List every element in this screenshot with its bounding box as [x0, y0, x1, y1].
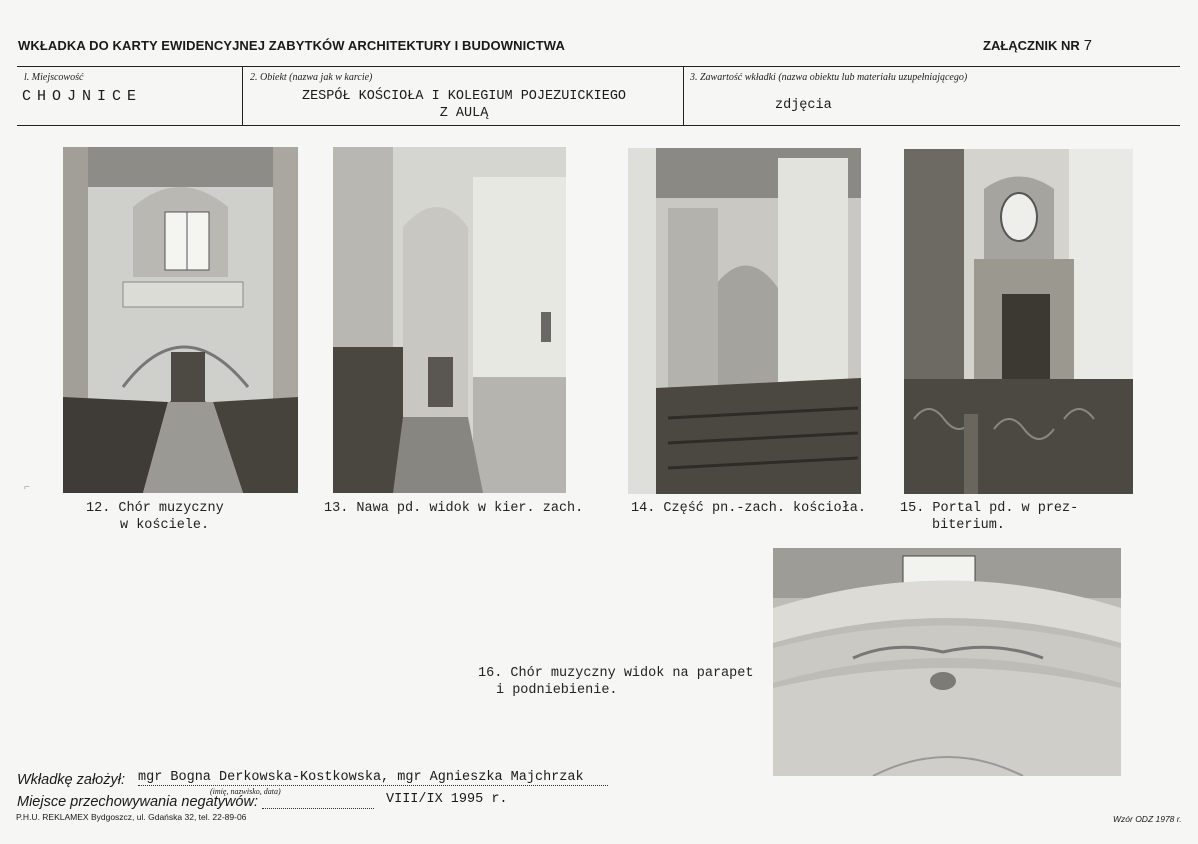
caption-15 [900, 500, 1078, 534]
caption-12 [86, 500, 224, 534]
field-value-locality: CHOJNICE [22, 88, 143, 105]
form-divider [683, 66, 684, 125]
caption-15-line-2: biterium. [932, 518, 1005, 533]
date-value: VIII/IX 1995 r. [386, 792, 508, 807]
founder-hint: (imię, nazwisko, data) [210, 787, 281, 796]
form-divider [242, 66, 243, 125]
caption-14-line-1: 14. Część pn.-zach. kościoła. [631, 501, 866, 516]
caption-13 [324, 500, 583, 517]
field-label-locality: l. Miejscowość [24, 72, 84, 83]
caption-12-line-2: w kościele. [120, 518, 210, 533]
caption-16-line-1: 16. Chór muzyczny widok na parapet [478, 666, 754, 681]
caption-16-line-2: i podniebienie. [496, 683, 618, 698]
caption-16 [478, 665, 753, 699]
field-label-object: 2. Obiekt (nazwa jak w karcie) [250, 72, 373, 83]
object-line-2: Z AULĄ [439, 106, 489, 121]
founder-value: mgr Bogna Derkowska-Kostkowska, mgr Agnieszka Majchrzak [138, 770, 608, 786]
template-mark: Wzór ODZ 1978 r. [1113, 814, 1182, 824]
annex-number: 7 [1083, 38, 1093, 55]
photo-13 [333, 147, 566, 493]
photo-14 [628, 148, 861, 494]
negatives-value-line [262, 794, 374, 809]
annex-label-text: ZAŁĄCZNIK NR [983, 38, 1080, 53]
field-value-object [252, 88, 676, 122]
founder-label: Wkładkę założył: [17, 772, 125, 788]
photo-15 [904, 149, 1133, 494]
margin-mark: ⌐ [24, 482, 30, 493]
document-title: WKŁADKA DO KARTY EWIDENCYJNEJ ZABYTKÓW ARCHITEKTURY I BUDOWNICTWA [18, 38, 565, 53]
field-value-content: zdjęcia [775, 98, 832, 113]
caption-12-line-1: 12. Chór muzyczny [86, 501, 224, 516]
caption-14 [631, 500, 866, 517]
negatives-label: Miejsce przechowywania negatywów: [17, 794, 258, 810]
annex-label [983, 38, 1092, 55]
photo-16 [773, 548, 1121, 776]
field-label-content: 3. Zawartość wkładki (nazwa obiektu lub materiału uzupełniającego) [690, 72, 968, 83]
photo-12 [63, 147, 298, 493]
object-line-1: ZESPÓŁ KOŚCIOŁA I KOLEGIUM POJEZUICKIEGO [301, 89, 627, 104]
printer-info: P.H.U. REKLAMEX Bydgoszcz, ul. Gdańska 32, tel. 22-89-06 [16, 812, 247, 822]
caption-15-line-1: 15. Portal pd. w prez- [900, 501, 1079, 516]
caption-13-line-1: 13. Nawa pd. widok w kier. zach. [324, 501, 584, 516]
